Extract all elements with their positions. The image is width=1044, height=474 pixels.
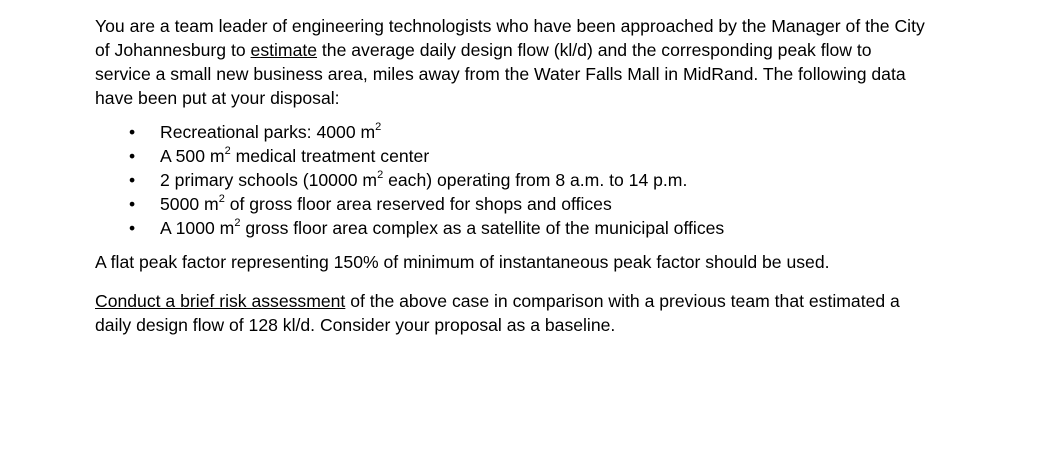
- list-item-schools: [95, 168, 925, 192]
- list-item-text: Recreational parks: 4000 m: [160, 122, 376, 142]
- list-item-shops: [95, 192, 925, 216]
- list-item-text-post: of gross floor area reserved for shops and offices: [224, 194, 612, 214]
- list-item-text-post: gross floor area complex as a satellite of the municipal offices: [240, 218, 725, 238]
- superscript-2: 2: [377, 169, 384, 182]
- bullet-icon: •: [129, 146, 136, 166]
- list-item-text-post: medical treatment center: [230, 146, 430, 166]
- superscript-2: 2: [234, 217, 241, 230]
- risk-paragraph: [95, 289, 925, 337]
- risk-rest-text: of the above case in comparison with a previous team that estimated a daily design flow of 128 kl/d. Consider your proposal as a baseline.: [95, 291, 900, 335]
- intro-text-part2: the average daily design flow (kl/d) and the corresponding peak flow to service a small new business area, miles away from the Water Falls Mall in MidRand. The following data have been put at your disposal:: [95, 40, 906, 108]
- bullet-icon: •: [129, 122, 136, 142]
- list-item-medical: [95, 144, 925, 168]
- superscript-2: 2: [224, 145, 231, 158]
- intro-paragraph: [95, 14, 925, 110]
- bullet-icon: •: [129, 170, 136, 190]
- list-item-text: A 500 m: [160, 146, 225, 166]
- list-item-parks: [95, 120, 925, 144]
- list-item-municipal: [95, 216, 925, 240]
- intro-text-part1: You are a team leader of engineering technologists who have been approached by the Manager of the City of Johannesburg to: [95, 16, 925, 60]
- superscript-2: 2: [375, 121, 382, 134]
- bullet-icon: •: [129, 218, 136, 238]
- list-item-text: 5000 m: [160, 194, 219, 214]
- document-page: [95, 14, 925, 337]
- list-item-text-post: each) operating from 8 a.m. to 14 p.m.: [383, 170, 688, 190]
- data-list: [95, 120, 925, 240]
- list-item-text: 2 primary schools (10000 m: [160, 170, 378, 190]
- superscript-2: 2: [218, 193, 225, 206]
- bullet-icon: •: [129, 194, 136, 214]
- peak-factor-paragraph: A flat peak factor representing 150% of minimum of instantaneous peak factor should be used.: [95, 252, 830, 272]
- intro-underlined-estimate: estimate: [250, 40, 318, 60]
- list-item-text: A 1000 m: [160, 218, 235, 238]
- risk-underlined-text: Conduct a brief risk assessment: [95, 291, 346, 311]
